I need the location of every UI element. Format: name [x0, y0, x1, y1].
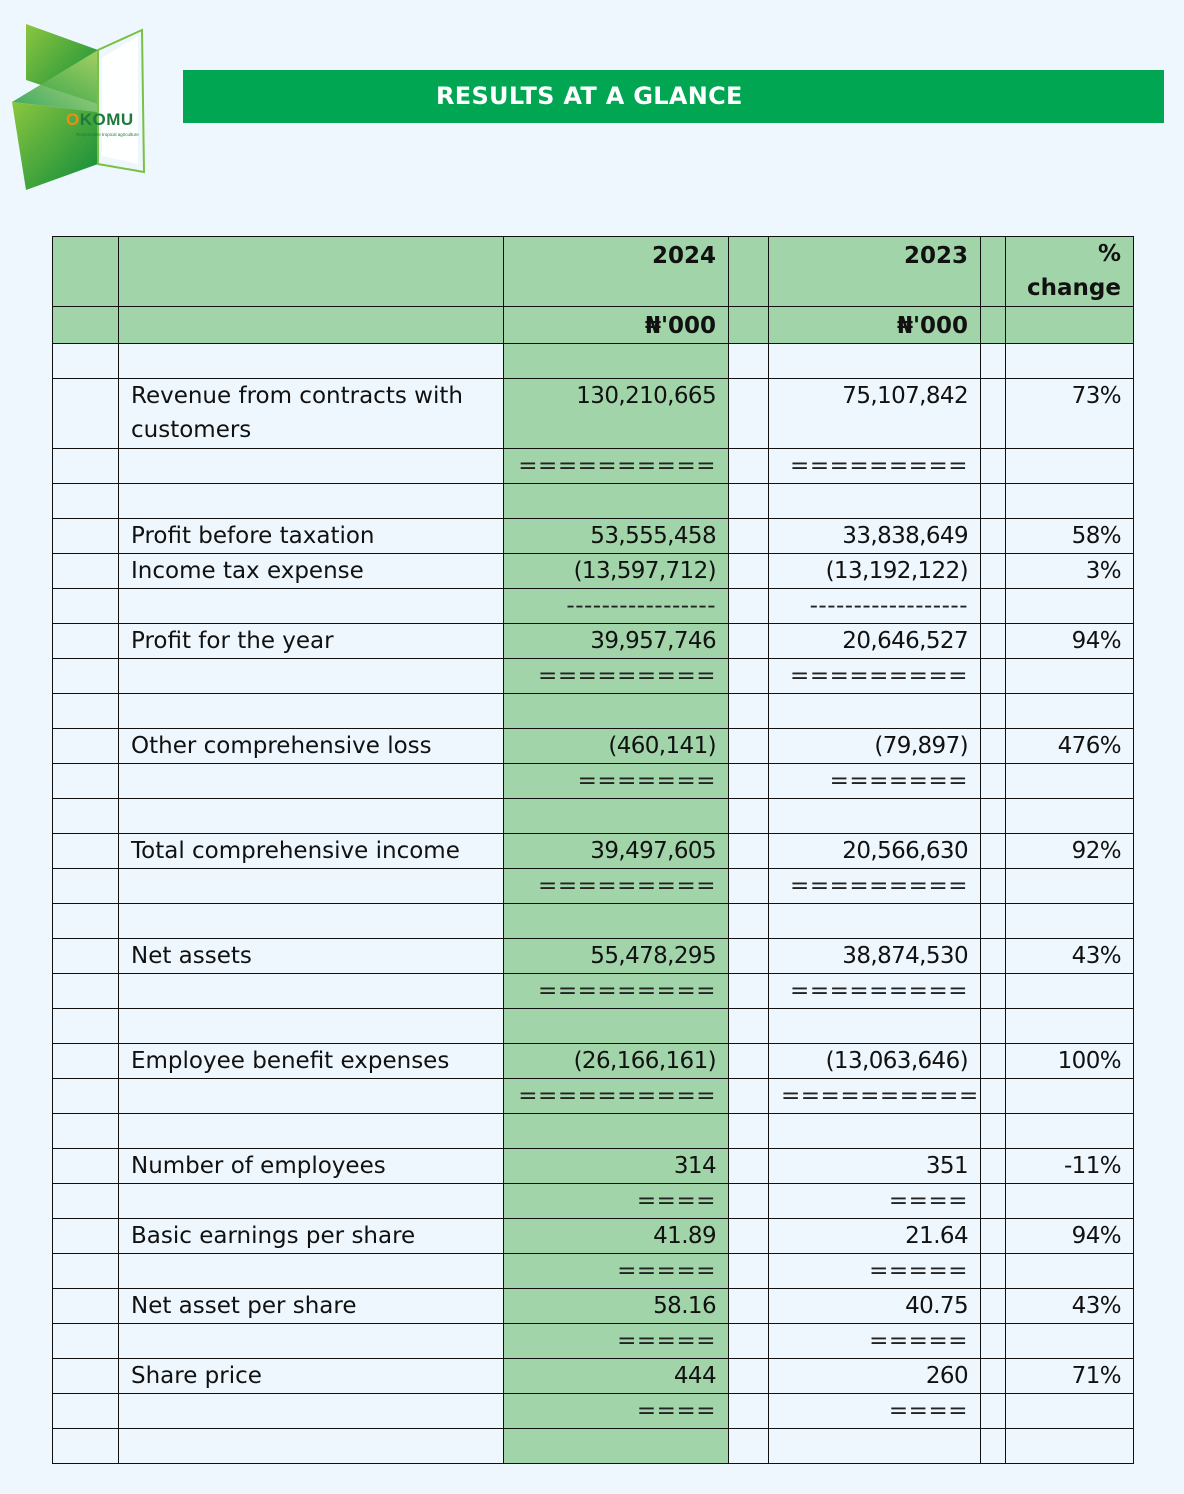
gap-cell: [729, 1254, 769, 1289]
gap-cell: [981, 1254, 1006, 1289]
gap-cell: [729, 589, 769, 624]
gap-cell: [729, 659, 769, 694]
underline-label-cell: [119, 974, 504, 1009]
table-row: [53, 1289, 1134, 1324]
underline-change-cell: [1006, 974, 1134, 1009]
underline-label-cell: [119, 869, 504, 904]
gap-cell: [981, 1219, 1006, 1254]
spacer-row: [53, 1114, 1134, 1149]
row-index-cell: [53, 519, 119, 554]
row-label: Other comprehensive loss: [119, 729, 504, 764]
row-index-cell: [53, 1079, 119, 1114]
percent-change: 58%: [1006, 519, 1134, 554]
row-label: Income tax expense: [119, 554, 504, 589]
underline-change-cell: [1006, 589, 1134, 624]
gap-cell: [729, 1289, 769, 1324]
table-row: [53, 1219, 1134, 1254]
table-row: [53, 519, 1134, 554]
underline-2024: =======: [504, 764, 729, 799]
row-label: Share price: [119, 1359, 504, 1394]
gap-cell: [981, 449, 1006, 484]
unit-2024: ₦'000: [504, 307, 729, 344]
gap-cell: [729, 449, 769, 484]
row-index-cell: [53, 939, 119, 974]
row-index-cell: [53, 834, 119, 869]
value-2024: (460,141): [504, 729, 729, 764]
table-row: [53, 554, 1134, 589]
underline-2024: =========: [504, 869, 729, 904]
logo-tagline: Responsible tropical agriculture: [76, 132, 139, 137]
gap-cell: [981, 939, 1006, 974]
gap-cell: [729, 1219, 769, 1254]
percent-change: 94%: [1006, 1219, 1134, 1254]
value-2023: 260: [769, 1359, 981, 1394]
gap-cell: [981, 519, 1006, 554]
underline-change-cell: [1006, 869, 1134, 904]
results-table: [52, 236, 1134, 1464]
spacer-row: [53, 799, 1134, 834]
percent-change: 94%: [1006, 624, 1134, 659]
underline-label-cell: [119, 1079, 504, 1114]
gap-cell: [729, 1359, 769, 1394]
gap-cell: [729, 939, 769, 974]
row-index-cell: [53, 659, 119, 694]
table-row: [53, 379, 1134, 449]
value-2023: (79,897): [769, 729, 981, 764]
header-row-units: [53, 307, 1134, 344]
underline-label-cell: [119, 1394, 504, 1429]
row-index-cell: [53, 624, 119, 659]
header-row-years: [53, 237, 1134, 307]
underline-row: [53, 1254, 1134, 1289]
gap-cell: [729, 624, 769, 659]
value-2024: 58.16: [504, 1289, 729, 1324]
percent-change: 100%: [1006, 1044, 1134, 1079]
table-row: [53, 624, 1134, 659]
gap-cell: [729, 379, 769, 449]
underline-row: [53, 764, 1134, 799]
row-index-cell: [53, 1289, 119, 1324]
underline-change-cell: [1006, 1394, 1134, 1429]
percent-change: 73%: [1006, 379, 1134, 449]
underline-label-cell: [119, 1184, 504, 1219]
underline-change-cell: [1006, 449, 1134, 484]
table-row: [53, 1044, 1134, 1079]
spacer-row: [53, 694, 1134, 729]
row-label: Profit for the year: [119, 624, 504, 659]
underline-2023: =========: [769, 869, 981, 904]
table-row: [53, 834, 1134, 869]
gap-cell: [981, 624, 1006, 659]
gap-cell: [981, 659, 1006, 694]
value-2023: (13,192,122): [769, 554, 981, 589]
underline-2023: ====: [769, 1184, 981, 1219]
underline-change-cell: [1006, 1079, 1134, 1114]
underline-row: [53, 1394, 1134, 1429]
row-index-cell: [53, 1254, 119, 1289]
header-change: % change: [1006, 237, 1134, 307]
percent-change: 476%: [1006, 729, 1134, 764]
value-2024: 130,210,665: [504, 379, 729, 449]
value-2023: 21.64: [769, 1219, 981, 1254]
gap-cell: [729, 764, 769, 799]
percent-change: 92%: [1006, 834, 1134, 869]
gap-cell: [981, 1394, 1006, 1429]
row-index-cell: [53, 1359, 119, 1394]
underline-row: [53, 1184, 1134, 1219]
gap-cell: [729, 519, 769, 554]
underline-row: [53, 974, 1134, 1009]
gap-cell: [729, 554, 769, 589]
percent-change: 43%: [1006, 1289, 1134, 1324]
spacer-row: [53, 344, 1134, 379]
row-label: Net assets: [119, 939, 504, 974]
underline-change-cell: [1006, 659, 1134, 694]
underline-2024: =====: [504, 1254, 729, 1289]
gap-cell: [981, 1044, 1006, 1079]
row-index-cell: [53, 1044, 119, 1079]
gap-cell: [981, 834, 1006, 869]
value-2024: 444: [504, 1359, 729, 1394]
underline-2024: ==========: [504, 449, 729, 484]
underline-2024: =====: [504, 1324, 729, 1359]
underline-2023: =====: [769, 1254, 981, 1289]
value-2023: 38,874,530: [769, 939, 981, 974]
value-2024: (26,166,161): [504, 1044, 729, 1079]
spacer-row: [53, 904, 1134, 939]
value-2024: 41.89: [504, 1219, 729, 1254]
gap-cell: [729, 974, 769, 1009]
underline-row: [53, 1324, 1134, 1359]
gap-cell: [981, 1289, 1006, 1324]
underline-2023: =======: [769, 764, 981, 799]
header-2023: 2023: [769, 237, 981, 307]
underline-row: [53, 589, 1134, 624]
row-index-cell: [53, 379, 119, 449]
row-index-cell: [53, 1219, 119, 1254]
underline-label-cell: [119, 589, 504, 624]
gap-cell: [981, 1079, 1006, 1114]
spacer-row: [53, 484, 1134, 519]
gap-cell: [729, 1079, 769, 1114]
row-index-cell: [53, 589, 119, 624]
gap-cell: [729, 1394, 769, 1429]
row-label: Total comprehensive income: [119, 834, 504, 869]
underline-label-cell: [119, 659, 504, 694]
gap-cell: [729, 869, 769, 904]
row-index-cell: [53, 729, 119, 764]
underline-2023: ==========: [769, 1079, 981, 1114]
gap-cell: [981, 1149, 1006, 1184]
underline-2024: ==========: [504, 1079, 729, 1114]
row-index-cell: [53, 974, 119, 1009]
page-title: RESULTS AT A GLANCE: [436, 82, 743, 110]
underline-label-cell: [119, 1324, 504, 1359]
underline-label-cell: [119, 764, 504, 799]
value-2023: 351: [769, 1149, 981, 1184]
underline-label-cell: [119, 449, 504, 484]
gap-cell: [981, 1324, 1006, 1359]
gap-cell: [981, 379, 1006, 449]
value-2023: 75,107,842: [769, 379, 981, 449]
underline-2024: ====: [504, 1394, 729, 1429]
gap-cell: [981, 974, 1006, 1009]
value-2024: 55,478,295: [504, 939, 729, 974]
percent-change: 3%: [1006, 554, 1134, 589]
underline-2024: -----------------: [504, 589, 729, 624]
underline-change-cell: [1006, 1324, 1134, 1359]
gap-cell: [729, 1044, 769, 1079]
value-2023: (13,063,646): [769, 1044, 981, 1079]
percent-change: 71%: [1006, 1359, 1134, 1394]
underline-row: [53, 869, 1134, 904]
percent-change: -11%: [1006, 1149, 1134, 1184]
underline-2023: ====: [769, 1394, 981, 1429]
value-2023: 33,838,649: [769, 519, 981, 554]
value-2024: (13,597,712): [504, 554, 729, 589]
value-2024: 53,555,458: [504, 519, 729, 554]
row-label: Revenue from contracts with customers: [119, 379, 504, 449]
value-2023: 20,566,630: [769, 834, 981, 869]
gap-cell: [729, 729, 769, 764]
underline-label-cell: [119, 1254, 504, 1289]
underline-row: [53, 449, 1134, 484]
row-label: Basic earnings per share: [119, 1219, 504, 1254]
spacer-row: [53, 1009, 1134, 1044]
underline-2023: =========: [769, 974, 981, 1009]
underline-2023: =========: [769, 659, 981, 694]
gap-cell: [981, 764, 1006, 799]
underline-2023: ------------------: [769, 589, 981, 624]
underline-2024: =========: [504, 974, 729, 1009]
spacer-row: [53, 1429, 1134, 1464]
underline-2024: =========: [504, 659, 729, 694]
value-2024: 39,497,605: [504, 834, 729, 869]
gap-cell: [981, 1359, 1006, 1394]
gap-cell: [729, 1149, 769, 1184]
gap-cell: [981, 1184, 1006, 1219]
gap-cell: [729, 834, 769, 869]
row-index-cell: [53, 1394, 119, 1429]
row-label: Profit before taxation: [119, 519, 504, 554]
underline-2023: =========: [769, 449, 981, 484]
row-label: Number of employees: [119, 1149, 504, 1184]
underline-2023: =====: [769, 1324, 981, 1359]
logo-wordmark: OKOMU: [66, 110, 134, 129]
header-2024: 2024: [504, 237, 729, 307]
row-index-cell: [53, 1149, 119, 1184]
underline-row: [53, 659, 1134, 694]
value-2023: 20,646,527: [769, 624, 981, 659]
gap-cell: [981, 589, 1006, 624]
title-banner: [183, 70, 1164, 123]
value-2024: 39,957,746: [504, 624, 729, 659]
gap-cell: [981, 554, 1006, 589]
row-index-cell: [53, 554, 119, 589]
underline-2024: ====: [504, 1184, 729, 1219]
underline-change-cell: [1006, 1254, 1134, 1289]
gap-cell: [729, 1184, 769, 1219]
table-row: [53, 939, 1134, 974]
logo-chevron-graphic: [10, 22, 148, 192]
table-row: [53, 729, 1134, 764]
gap-cell: [729, 1324, 769, 1359]
row-index-cell: [53, 1324, 119, 1359]
value-2023: 40.75: [769, 1289, 981, 1324]
row-label: Net asset per share: [119, 1289, 504, 1324]
row-index-cell: [53, 1184, 119, 1219]
underline-row: [53, 1079, 1134, 1114]
gap-cell: [981, 869, 1006, 904]
row-label: Employee benefit expenses: [119, 1044, 504, 1079]
table-row: [53, 1359, 1134, 1394]
row-index-cell: [53, 869, 119, 904]
underline-change-cell: [1006, 1184, 1134, 1219]
gap-cell: [981, 729, 1006, 764]
row-index-cell: [53, 764, 119, 799]
percent-change: 43%: [1006, 939, 1134, 974]
okomu-logo: [10, 22, 148, 192]
value-2024: 314: [504, 1149, 729, 1184]
table-row: [53, 1149, 1134, 1184]
underline-change-cell: [1006, 764, 1134, 799]
unit-2023: ₦'000: [769, 307, 981, 344]
row-index-cell: [53, 449, 119, 484]
